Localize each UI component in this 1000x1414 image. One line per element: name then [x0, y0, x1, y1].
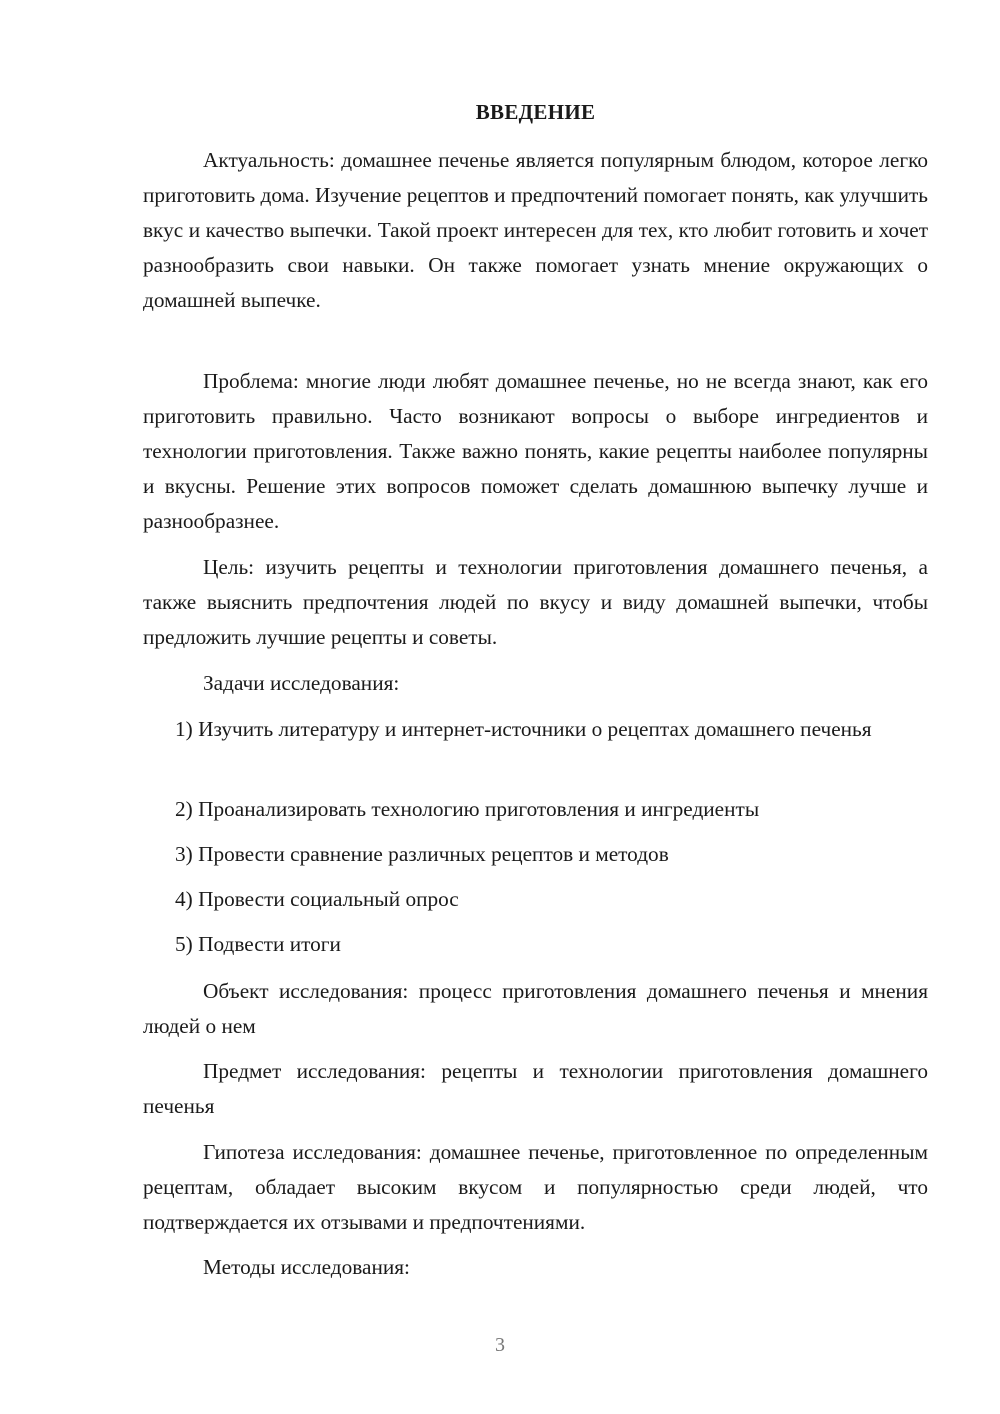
page-number: 3	[495, 1334, 505, 1356]
paragraph-hypothesis: Гипотеза исследования: домашнее печенье, приготовленное по определенным рецептам, обладает высоким вкусом и популярностью среди людей, что подтверждается их отзывами и предпочтениями.	[143, 1140, 928, 1234]
paragraph-subject: Предмет исследования: рецепты и технологии приготовления домашнего печенья	[143, 1059, 928, 1118]
task-item-3: 3) Провести сравнение различных рецептов и методов	[175, 842, 669, 866]
paragraph-relevance: Актуальность: домашнее печенье является популярным блюдом, которое легко приготовить дома. Изучение рецептов и предпочтений помогает понять, как улучшить вкус и качество выпечки. Такой проект интересен для тех, кто любит готовить и хочет разнообразить свои навыки. Он также помогает узнать мнение окружающих о домашней выпечке.	[143, 148, 928, 312]
methods-heading: Методы исследования:	[203, 1255, 410, 1279]
section-heading: ВВЕДЕНИЕ	[475, 100, 596, 124]
tasks-heading: Задачи исследования:	[203, 671, 400, 695]
task-item-5: 5) Подвести итоги	[175, 932, 341, 956]
paragraph-problem: Проблема: многие люди любят домашнее печенье, но не всегда знают, как его приготовить правильно. Часто возникают вопросы о выборе ингредиентов и технологии приготовления. Также важно понять, какие рецепты наиболее популярны и вкусны. Решение этих вопросов поможет сделать домашнюю выпечку лучше и разнообразнее.	[143, 369, 928, 533]
task-item-1: 1) Изучить литературу и интернет-источники о рецептах домашнего печенья	[175, 717, 872, 741]
paragraph-object: Объект исследования: процесс приготовления домашнего печенья и мнения людей о нем	[143, 979, 928, 1038]
paragraph-goal: Цель: изучить рецепты и технологии приготовления домашнего печенья, а также выяснить предпочтения людей по вкусу и виду домашней выпечки, чтобы предложить лучшие рецепты и советы.	[143, 555, 928, 649]
task-item-2: 2) Проанализировать технологию приготовления и ингредиенты	[175, 797, 760, 821]
task-item-4: 4) Провести социальный опрос	[175, 887, 459, 911]
